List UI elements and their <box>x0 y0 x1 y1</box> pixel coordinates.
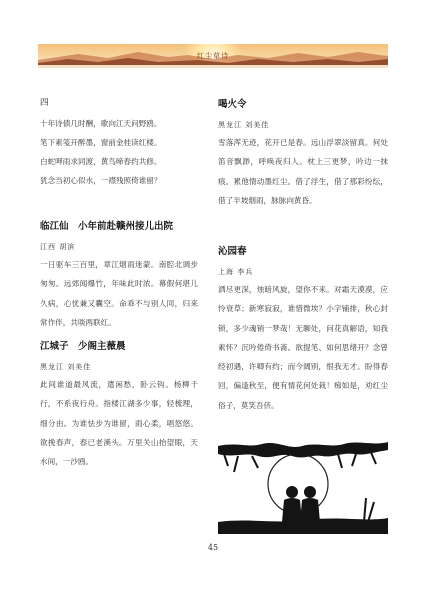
page-number: 45 <box>207 543 219 552</box>
poem-line: 犹念当初心似水，一襟残照倚谁留？ <box>40 176 162 185</box>
poem-line: 十年诗债几时酬，歌向江天问野鸥。 <box>40 119 162 128</box>
poem-title: 临江仙 小年前赴赣州接儿出院 <box>40 221 174 232</box>
poem-author: 黑龙江 刘美佳 <box>40 363 92 371</box>
poem-body: 此间谁道最风流，遣闲愁，卧云钩。杨柳千行，不系夜行舟。指楼江湖多少事，轻梳理，细分由。为谁怯步为谁留，雨心柔，唱悠悠。欲挽春声，春已老溪头。万里关山抬望眼，天水间，一沙鸥。 <box>40 380 198 467</box>
poem-hehuoling <box>218 96 388 210</box>
poem-title: 沁园春 <box>218 246 247 257</box>
banner-label: 红尘草诗 <box>197 52 229 60</box>
header-banner <box>38 44 388 68</box>
couple-silhouette-illustration <box>218 438 388 534</box>
poem-jiangchengzi <box>40 338 198 471</box>
poem-body: 洒尽更深，烛暗风旋，望你不来。对霜天漠漠，应怜衰草；新寒寂寂，谁惜微埃？小字铺排，秋心封锁，多少魂销一梦哉！无聊处，问花真解语，知我素怀？沉吟倦倚书斋。欲提笔、如何思绪开？念曾经初遇，许卿有约；而今阔别，恨我无才。盼得春回，偏逢秋至，便有情花何处栽！痴如是，劝红尘俗子，莫笑吾侪。 <box>218 285 388 410</box>
poem-body: 一日驱车三百里，章江烟雨迷蒙。南腔北调步匆匆。远郊闻爆竹，年味此时浓。幕假何堪儿久病，心忧兼又囊空。命乖不与别人同，归来常作伴，共啖两联红。 <box>40 260 198 327</box>
poem-four <box>40 96 198 185</box>
poem-title: 四 <box>40 98 49 108</box>
poem-line: 白蛇呷雨求同渡，黄鸟啼春约共修。 <box>40 157 162 166</box>
poem-body: 雪落浑无迹，花开已是春。远山浮翠淡留真。何处笛音飘渺，呼唤夜归人。枕上三更梦，吟边一抹痕。累他情动墨红尘。借了浮生，借了那彩纷纭，借了半坡烟雨，脉脉向黄昏。 <box>218 138 388 205</box>
poem-line: 笔下素笺开醉墨，窗前金桂读红楼。 <box>40 138 162 147</box>
poem-author: 黑龙江 刘美佳 <box>218 121 270 129</box>
poem-title: 江城子 少阁主薇晨 <box>40 341 126 352</box>
poem-title: 喝火令 <box>218 99 247 110</box>
tree-and-couple-silhouette <box>218 442 388 534</box>
poem-qinyuanchun <box>218 243 388 415</box>
poem-author: 上海 李兵 <box>218 268 254 276</box>
poem-linjiangxian <box>40 218 198 332</box>
poem-author: 江西 胡滨 <box>40 243 76 251</box>
